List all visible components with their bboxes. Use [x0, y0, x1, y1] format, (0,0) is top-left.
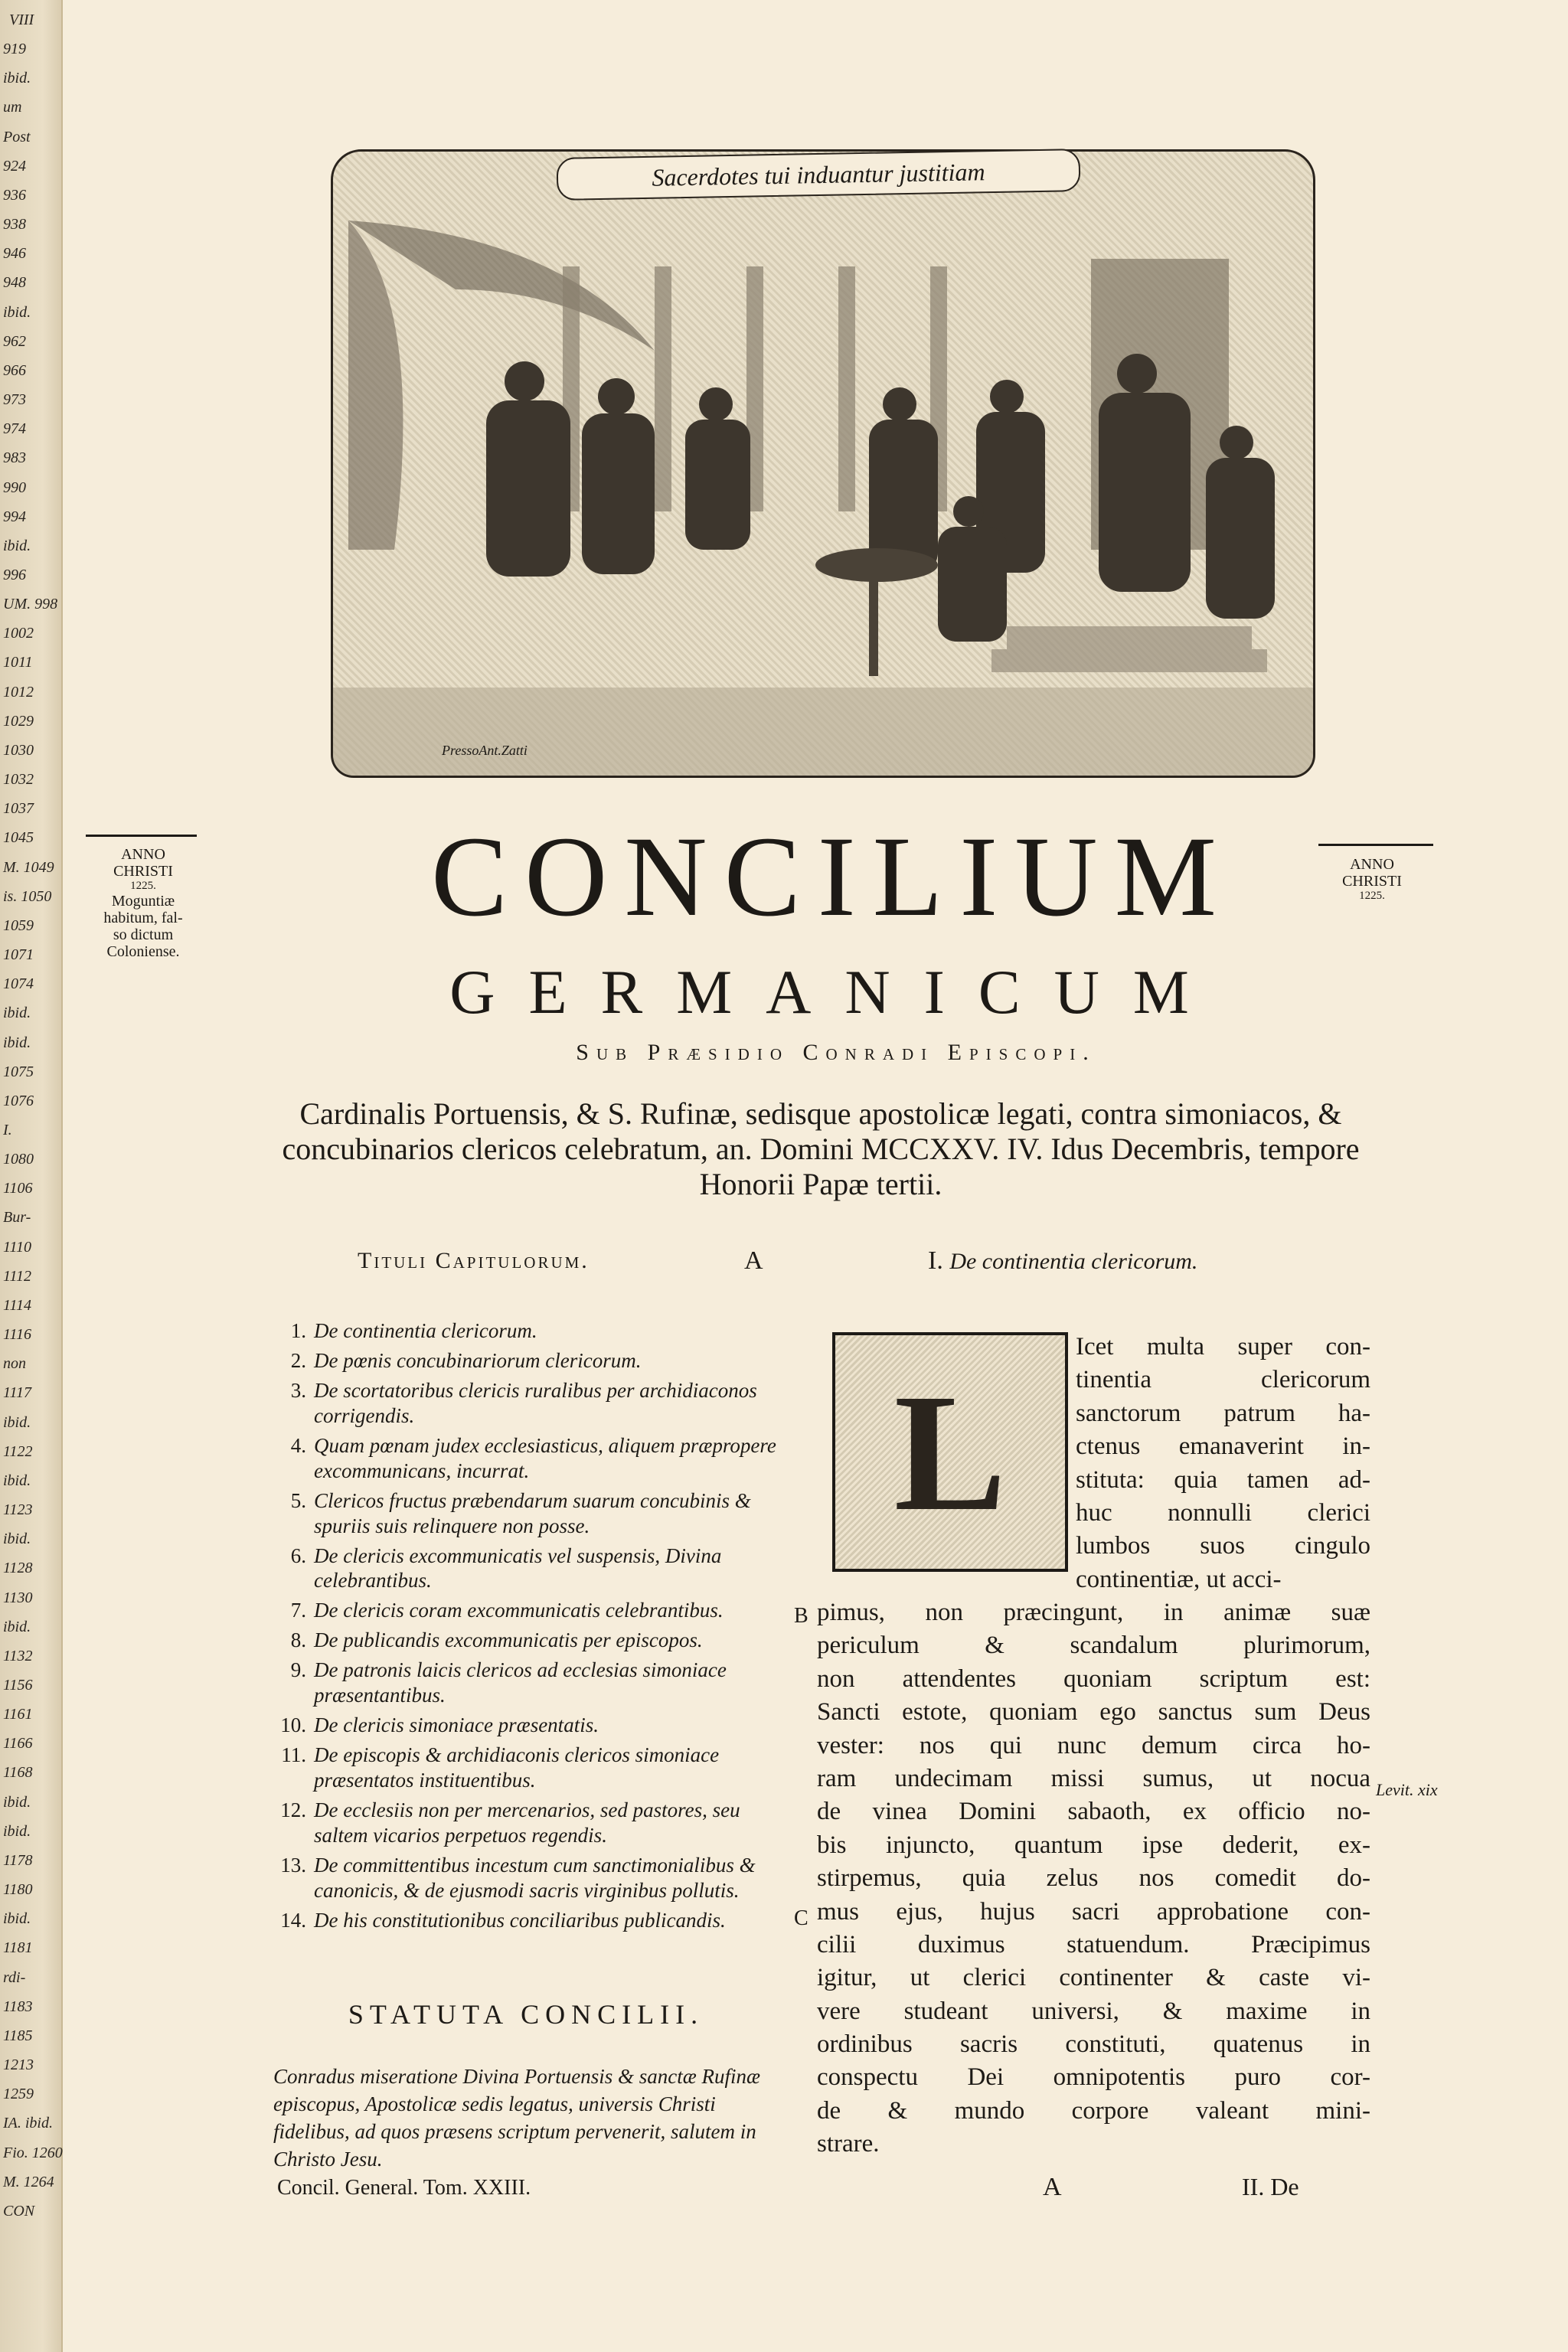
chapter-title: De continentia clericorum.: [949, 1249, 1198, 1274]
gutter-page-ref: 983: [3, 449, 26, 467]
gutter-page-ref: ibid.: [3, 1034, 31, 1051]
text-beside-initial: [1076, 1331, 1370, 1596]
engraver-signature: PressoAnt.Zatti: [442, 743, 528, 758]
gutter-page-ref: 1029: [3, 712, 34, 730]
margin-place-2: habitum, fal-: [103, 909, 183, 926]
text-line: ordinibus sacris constituti, quatenus in: [817, 2030, 1370, 2059]
chapter-list-title: Quam pœnam judex ecclesiasticus, aliquem præpropere excommunicans, incurrat.: [314, 1433, 776, 1482]
chapter-list-title: De episcopis & archidiaconis clericos simoniace præsentatos instituentibus.: [314, 1743, 720, 1792]
gutter-page-ref: 1259: [3, 2086, 34, 2103]
text-line: huc nonnulli clerici: [1076, 1498, 1370, 1527]
margin-year: 1225.: [130, 880, 156, 892]
text-line: strare.: [817, 2130, 880, 2158]
chapter-list-number: 4.: [290, 1433, 306, 1457]
chapter-list-item: [270, 1544, 798, 1594]
gutter-page-ref: 1178: [3, 1851, 33, 1869]
margin-year-right: 1225.: [1359, 890, 1385, 902]
main-text-column: [817, 1596, 1370, 2161]
section-marker-a: A: [744, 1246, 763, 1275]
text-line: stituta: quia tamen ad-: [1076, 1465, 1370, 1494]
gutter-page-ref: 948: [3, 274, 26, 292]
gutter-page-ref: 1106: [3, 1180, 33, 1197]
gutter-page-ref: 1183: [3, 1998, 33, 2015]
gutter-page-ref: 966: [3, 361, 26, 379]
text-line: vester: nos qui nunc demum circa ho-: [817, 1731, 1370, 1759]
chapter-list-item: [270, 1433, 798, 1484]
text-line: Icet multa super con-: [1076, 1333, 1370, 1361]
gutter-page-ref: 1181: [3, 1939, 33, 1957]
engraving-motto-banner: Sacerdotes tui induantur justitiam: [557, 149, 1081, 201]
text-line: ctenus emanaverint in-: [1076, 1432, 1370, 1461]
text-line: pimus, non præcingunt, in animæ suæ: [817, 1599, 1370, 1626]
text-line: stirpemus, quia zelus nos comedit do-: [817, 1864, 1370, 1893]
gutter-page-ref: 962: [3, 332, 26, 350]
text-line: tinentia clericorum: [1076, 1366, 1370, 1394]
chapter-list-item: [270, 1628, 798, 1653]
levit-reference: Levit. xix: [1376, 1780, 1438, 1799]
gutter-page-ref: 1071: [3, 946, 34, 964]
text-line: periculum & scandalum plurimorum,: [817, 1632, 1370, 1660]
gutter-page-ref: 938: [3, 216, 26, 234]
chapter-list-title: De ecclesiis non per mercenarios, sed pastores, seu saltem vicarios perpetuos regendis.: [314, 1798, 740, 1847]
gutter-page-ref: 1002: [3, 625, 34, 642]
gutter-page-ref: 1112: [3, 1267, 32, 1285]
gutter-page-ref: 1037: [3, 800, 34, 818]
margin-place-4: Coloniense.: [106, 942, 180, 960]
chapter-list-item: [270, 1908, 798, 1933]
gutter-page-ref: 1114: [3, 1296, 32, 1314]
gutter-page-ref: ibid.: [3, 1822, 31, 1840]
chapter-number: I.: [928, 1246, 943, 1275]
gutter-page-ref: 1156: [3, 1677, 33, 1694]
chapter-list-item: [270, 1348, 798, 1374]
gutter-page-ref: 1012: [3, 683, 34, 701]
gutter-page-ref: 1045: [3, 829, 34, 847]
chapter-list-item: [270, 1743, 798, 1793]
statuta-text: Conradus miseratione Divina Portuensis & sanctæ Rufinæ episcopus, Apostolicæ sedis legatus, universis Christi fidelibus, ad quos præsens scriptum pervenerit, salutem in Christo Jesu.: [273, 2065, 761, 2171]
initial-letter: L: [893, 1358, 1007, 1546]
gutter-page-ref: 990: [3, 479, 26, 496]
chapter-list-title: De committentibus incestum cum sanctimonialibus & canonicis, & de ejusmodi sacris virginibus pollutis.: [314, 1853, 756, 1902]
text-line: Sancti estote, quoniam ego sanctus sum Deus: [817, 1698, 1370, 1726]
title-concilium: CONCILIUM: [431, 813, 1233, 940]
footer-marker-a: A: [1043, 2173, 1062, 2201]
chapter-list-title: De clericis excommunicatis vel suspensis, Divina celebrantibus.: [314, 1544, 722, 1592]
gutter-page-ref: 1032: [3, 771, 34, 789]
gutter-page-ref: ibid.: [3, 1413, 31, 1431]
gutter-page-ref: ibid.: [3, 1530, 31, 1548]
gutter-page-ref: 1130: [3, 1589, 33, 1606]
chapter-list-number: 2.: [290, 1348, 306, 1372]
gutter-page-ref: 974: [3, 420, 26, 438]
gutter-page-ref: 1116: [3, 1326, 32, 1344]
gutter-page-ref: 1213: [3, 2056, 34, 2074]
chapter-list-number: 5.: [290, 1488, 306, 1512]
gutter-page-ref: ibid.: [3, 537, 31, 554]
text-line: lumbos suos cingulo: [1076, 1532, 1370, 1560]
text-line: de vinea Domini sabaoth, ex officio no-: [817, 1798, 1370, 1826]
gutter-page-ref: 1132: [3, 1647, 33, 1664]
gutter-page-ref: 1110: [3, 1238, 32, 1256]
gutter-page-ref: I.: [3, 1122, 12, 1138]
margin-note-left: [82, 846, 204, 960]
margin-place-3: so dictum: [113, 926, 174, 943]
gutter-page-ref: 1011: [3, 654, 33, 671]
chapter-list-number: 7.: [290, 1599, 306, 1622]
chapter-list-title: De his constitutionibus conciliaribus publicandis.: [314, 1908, 726, 1932]
margin-rule-left: [86, 835, 197, 837]
subtitle-presidio: Sub Præsidio Conradi Episcopi.: [576, 1040, 1096, 1065]
gutter-page-ref: IA. ibid.: [3, 2115, 53, 2132]
text-line: vere studeant universi, & maxime in: [817, 1997, 1370, 2025]
gutter-page-ref: 1128: [3, 1560, 33, 1577]
gutter-page-ref: 994: [3, 508, 26, 525]
decorated-initial: [832, 1332, 1068, 1572]
gutter-page-ref: 1168: [3, 1764, 33, 1782]
text-line: sanctorum patrum ha-: [1076, 1399, 1370, 1427]
chapter-list-number: 3.: [290, 1378, 306, 1402]
tituli-heading: Tituli Capitulorum.: [358, 1248, 590, 1273]
gutter-page-ref: 1080: [3, 1151, 34, 1168]
statuta-heading: STATUTA CONCILII.: [348, 1999, 704, 2030]
gutter-page-ref: 936: [3, 186, 26, 204]
gutter-page-ref: ibid.: [3, 1472, 31, 1489]
gutter-page-ref: ibid.: [3, 1618, 31, 1635]
gutter-page-ref: ibid.: [3, 1910, 31, 1928]
chapter-heading: [928, 1246, 1197, 1276]
text-line: ram undecimam missi sumus, ut nocua: [817, 1764, 1370, 1792]
gutter-page-ref: 1180: [3, 1881, 33, 1899]
gutter-page-ref: 1117: [3, 1384, 32, 1402]
gutter-page-ref: 1122: [3, 1442, 33, 1460]
gutter-page-ref: 1166: [3, 1735, 33, 1753]
book-page: [63, 0, 1568, 2352]
gutter-page-ref: M. 1049: [3, 858, 54, 876]
volume-footer: Concil. General. Tom. XXIII.: [277, 2176, 531, 2200]
margin-christi: CHRISTI: [113, 863, 173, 880]
chapter-list-number: 6.: [290, 1544, 306, 1567]
gutter-page-ref: 996: [3, 567, 26, 583]
gutter-page-ref: ibid.: [3, 303, 31, 321]
gutter-page-ref: 919: [3, 41, 26, 58]
chapter-list-item: [270, 1598, 798, 1623]
gutter-page-ref: Fio. 1260: [3, 2144, 63, 2161]
gutter-page-ref: non: [3, 1355, 26, 1373]
text-line: bis injuncto, quantum ipse dederit, ex-: [817, 1831, 1370, 1859]
text-line: mus ejus, hujus sacri approbatione con-: [817, 1897, 1370, 1926]
section-marker-c: C: [794, 1906, 808, 1930]
chapter-list: [270, 1318, 798, 1938]
gutter-page-ref: rdi-: [3, 1968, 26, 1986]
chapter-list-item: [270, 1318, 798, 1344]
binding-gutter: [0, 0, 64, 2352]
chapter-list-title: De publicandis excommunicatis per episcopos.: [314, 1628, 703, 1652]
gutter-page-ref: Bur-: [3, 1209, 31, 1227]
chapter-list-title: Clericos fructus præbendarum suarum concubinis & spuriis suis relinquere non posse.: [314, 1488, 751, 1537]
gutter-page-ref: 1030: [3, 741, 34, 759]
intro-paragraph: Cardinalis Portuensis, & S. Rufinæ, sedisque apostolicæ legati, contra simoniacos, & concubinarios clericos celebratum, an. Domini MCCXXV. IV. Idus Decembris, tempore Honorii Papæ tertii.: [282, 1096, 1360, 1201]
chapter-list-item: [270, 1798, 798, 1848]
next-chapter-catchword: II. De: [1242, 2173, 1299, 2200]
gutter-page-ref: ibid.: [3, 1793, 31, 1811]
gutter-page-ref: CON: [3, 2202, 35, 2220]
text-line: continentiæ, ut acci-: [1076, 1565, 1282, 1593]
margin-anno-right: ANNO: [1350, 856, 1394, 873]
gutter-page-ref: 973: [3, 391, 26, 409]
margin-anno: ANNO: [121, 846, 165, 863]
gutter-page-ref: 1185: [3, 2027, 33, 2044]
gutter-page-ref: ibid.: [3, 70, 31, 87]
title-germanicum: GERMANICUM: [449, 957, 1223, 1027]
gutter-page-ref: 1123: [3, 1501, 33, 1519]
gutter-page-ref: M. 1264: [3, 2173, 54, 2190]
section-marker-b: B: [794, 1604, 808, 1628]
gutter-page-ref: Post: [3, 128, 31, 145]
chapter-list-number: 13.: [280, 1853, 306, 1877]
engraving-illustration: [331, 149, 1315, 778]
gutter-page-ref: ibid.: [3, 1004, 31, 1022]
chapter-list-number: 10.: [280, 1713, 306, 1737]
gutter-page-ref: is. 1050: [3, 887, 52, 905]
chapter-list-title: De clericis coram excommunicatis celebrantibus.: [314, 1599, 724, 1622]
chapter-list-title: De pœnis concubinariorum clericorum.: [314, 1348, 642, 1372]
text-line: igitur, ut clerici continenter & caste vi-: [817, 1964, 1370, 1992]
chapter-list-item: [270, 1378, 798, 1429]
gutter-page-ref: VIII: [9, 11, 34, 28]
gutter-page-ref: 946: [3, 245, 26, 263]
chapter-list-title: De continentia clericorum.: [314, 1319, 537, 1342]
gutter-page-ref: um: [3, 99, 22, 116]
chapter-list-number: 1.: [290, 1319, 306, 1342]
chapter-list-title: De clericis simoniace præsentatis.: [314, 1713, 599, 1737]
text-line: cilii duximus statuendum. Præcipimus: [817, 1930, 1370, 1958]
chapter-list-number: 8.: [290, 1628, 306, 1652]
gutter-page-ref: 1076: [3, 1092, 34, 1109]
margin-christi-right: CHRISTI: [1342, 873, 1402, 890]
gutter-page-ref: UM. 998: [3, 596, 58, 613]
text-line: non attendentes quoniam scriptum est:: [817, 1664, 1370, 1693]
gutter-page-ref: 1059: [3, 916, 34, 934]
chapter-list-title: De scortatoribus clericis ruralibus per archidiaconos corrigendis.: [314, 1378, 757, 1427]
chapter-list-item: [270, 1488, 798, 1539]
gutter-page-ref: 1074: [3, 975, 34, 993]
chapter-list-item: [270, 1853, 798, 1903]
gutter-page-ref: 924: [3, 157, 26, 175]
chapter-list-number: 9.: [290, 1658, 306, 1682]
chapter-list-number: 12.: [280, 1798, 306, 1821]
gutter-page-ref: 1075: [3, 1063, 34, 1080]
chapter-list-number: 14.: [280, 1908, 306, 1932]
gutter-page-ref: 1161: [3, 1706, 33, 1723]
chapter-list-item: [270, 1713, 798, 1738]
margin-place-1: Moguntiæ: [111, 892, 175, 910]
council-scene-image: [333, 152, 1313, 776]
text-line: de & mundo corpore valeant mini-: [817, 2096, 1370, 2125]
chapter-list-number: 11.: [281, 1743, 306, 1767]
chapter-list-title: De patronis laicis clericos ad ecclesias simoniace præsentantibus.: [314, 1658, 727, 1707]
chapter-list-item: [270, 1658, 798, 1708]
text-line: conspectu Dei omnipotentis puro cor-: [817, 2063, 1370, 2092]
